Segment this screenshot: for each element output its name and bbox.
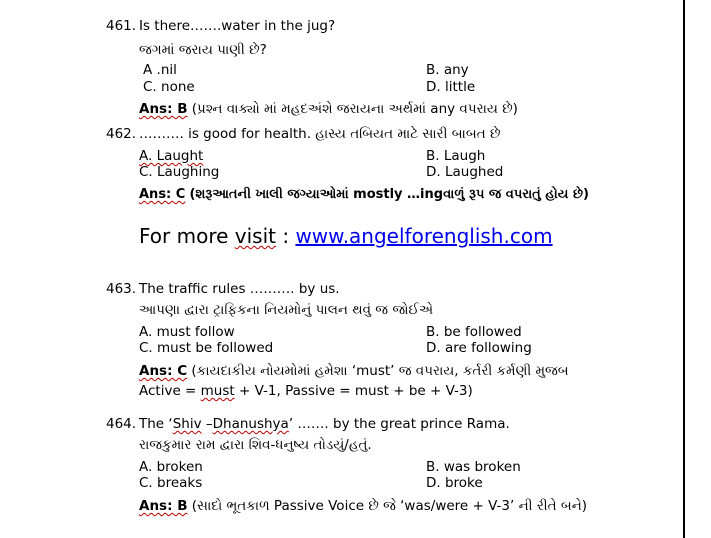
option-a-462: A. Laught [139,148,204,164]
answer-label-461: Ans: B [139,101,188,117]
option-b-461: B. any [426,62,469,78]
promo-visit-word: visit [234,224,276,248]
question-number-464: 464. [106,416,137,432]
option-d-462: D. Laughed [426,164,504,180]
answer-explanation-463: (કાયદાકીય નોયમોમાં હમેશા ‘must’ જ વપરાય, કર્તરી કર્મણી મુજબ [191,363,569,379]
option-c-463: C. must be followed [139,340,274,356]
option-a-464: A. broken [139,459,203,475]
question-number-461: 461. [106,18,137,34]
question-text-462: ………. is good for health. હાસ્ય તબિયત માટે સારી બાબત છે [139,126,501,142]
answer-formula-463: Active = must + V-1, Passive = must + be + V-3) [139,383,473,399]
option-d-461: D. little [426,79,476,95]
option-b-464: B. was broken [426,459,521,475]
promo-prefix: For more [139,224,235,248]
question-text-461: Is there…….water in the jug? [139,18,336,34]
answer-label-463: Ans: C [139,363,188,379]
question-number-462: 462. [106,126,137,142]
option-a-461: A .nil [143,62,177,78]
answer-463 [139,363,569,379]
question-gujarati-463: આપણા દ્વારા ટ્રાફિકના નિયમોનું પાલન થવું જ જોઈએ [139,302,434,318]
option-d-464: D. broke [426,475,483,491]
question-text-463: The traffic rules ………. by us. [139,281,340,297]
option-c-461: C. none [143,79,195,95]
answer-explanation-464: (સાદો ભૂતકાળ Passive Voice છે જે ‘was/were + V-3’ ની રીતે બને) [191,498,588,514]
promo-link[interactable]: www.angelforenglish.com [295,224,553,248]
option-d-463: D. are following [426,340,532,356]
option-b-462: B. Laugh [426,148,486,164]
answer-462 [139,187,589,203]
option-c-462: C. Laughing [139,164,220,180]
answer-461 [139,101,518,117]
answer-label-462: Ans: C [139,187,186,202]
promo-colon: : [276,224,296,248]
answer-explanation-462-part2: વાળું રૂપ જ વપરાતું હોય છે) [443,187,589,202]
question-number-463: 463. [106,281,137,297]
option-a-463: A. must follow [139,324,235,340]
option-b-463: B. be followed [426,324,522,340]
question-text-464: The ‘Shiv –Dhanushya’ ……. by the great prince Rama. [139,416,510,432]
promo-line [139,224,553,248]
answer-label-464: Ans: B [139,498,188,514]
answer-464 [139,498,587,514]
answer-explanation-461: (પ્રશ્ન વાક્યો માં મહદઅંશે જરાયના અર્થમાં any વપરાય છે) [191,101,518,117]
answer-explanation-462-part1: (શરૂઆતની ખાલી જગ્યાઓમાં [189,187,354,202]
page-border-right [683,0,685,538]
option-c-464: C. breaks [139,475,203,491]
question-gujarati-461: જગમાં જરાય પાણી છે? [139,42,267,58]
question-gujarati-464: રાજકુમાર રામ દ્વારા શિવ-ધનુષ્ય તોડયું/હતું. [139,437,372,453]
answer-explanation-462-bold: mostly …ing [353,187,444,202]
